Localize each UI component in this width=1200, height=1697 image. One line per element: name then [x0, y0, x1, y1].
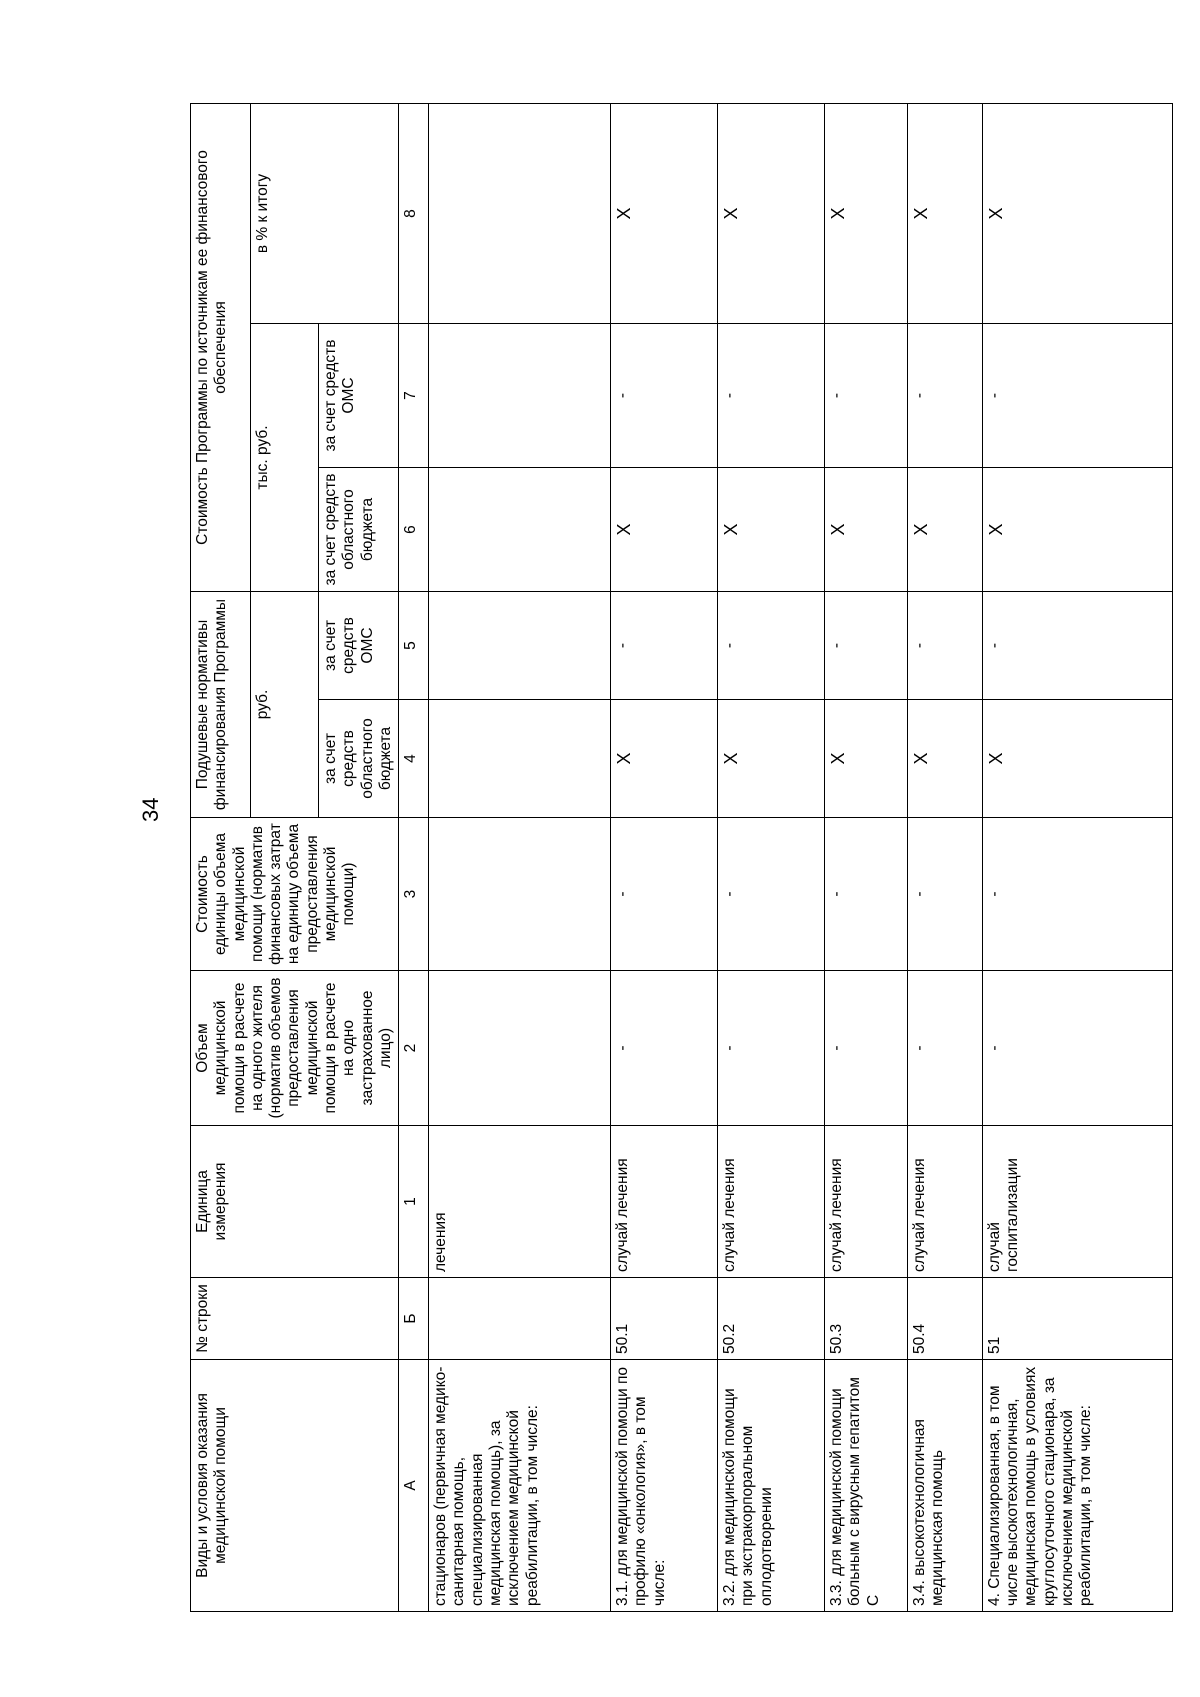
cell-col-8: X: [825, 104, 908, 324]
row-unit: случай лечения: [718, 1126, 825, 1278]
financing-table: [190, 103, 1173, 1612]
column-number: А: [399, 1360, 429, 1612]
cell-col-2: [429, 971, 611, 1126]
cell-col-4: X: [718, 700, 825, 818]
row-unit: случай лечения: [825, 1126, 908, 1278]
header-col-7: за счет средств ОМС: [318, 324, 398, 468]
cell-col-5: -: [982, 592, 1172, 700]
row-unit: случай госпитализации: [982, 1126, 1172, 1278]
header-group-cost: Стоимость Программы по источникам ее финансового обеспечения: [191, 104, 251, 592]
cell-col-6: X: [982, 468, 1172, 592]
cell-col-5: -: [611, 592, 718, 700]
cell-col-6: X: [825, 468, 908, 592]
cell-col-8: X: [611, 104, 718, 324]
page-number: 34: [138, 797, 163, 822]
cell-col-3: -: [825, 818, 908, 971]
cell-col-6: X: [718, 468, 825, 592]
row-unit: лечения: [429, 1126, 611, 1278]
cell-col-5: -: [825, 592, 908, 700]
cell-col-6: [429, 468, 611, 592]
column-number: 4: [399, 700, 429, 818]
cell-col-7: -: [982, 324, 1172, 468]
column-number: 1: [399, 1126, 429, 1278]
column-number: 3: [399, 818, 429, 971]
cell-col-4: X: [611, 700, 718, 818]
cell-col-4: X: [982, 700, 1172, 818]
cell-col-5: -: [907, 592, 982, 700]
header-unit-thous: тыс. руб.: [251, 324, 319, 592]
cell-col-7: [429, 324, 611, 468]
cell-col-4: X: [907, 700, 982, 818]
row-code: 50.1: [611, 1278, 718, 1360]
table-row: [611, 104, 718, 1612]
header-col-2: Объем медицинской помощи в расчете на одного жителя (норматив объемов предоставления медицинской помощи в расчете на одно застрахованное лицо): [191, 971, 399, 1126]
cell-col-6: X: [611, 468, 718, 592]
cell-col-8: X: [907, 104, 982, 324]
cell-col-7: -: [907, 324, 982, 468]
header-unit-rub: руб.: [251, 592, 319, 818]
cell-col-2: -: [982, 971, 1172, 1126]
row-code: 50.2: [718, 1278, 825, 1360]
cell-col-5: -: [718, 592, 825, 700]
column-number: Б: [399, 1278, 429, 1360]
cell-col-4: [429, 700, 611, 818]
column-number: 8: [399, 104, 429, 324]
cell-col-3: -: [982, 818, 1172, 971]
cell-col-8: X: [718, 104, 825, 324]
header-group-percapita: Подушевые нормативы финансирования Программы: [191, 592, 251, 818]
column-number: 5: [399, 592, 429, 700]
cell-col-2: -: [825, 971, 908, 1126]
row-code: [429, 1278, 611, 1360]
rotated-table-container: [190, 104, 1130, 1612]
cell-col-3: -: [611, 818, 718, 971]
header-col-1: Единица измерения: [191, 1126, 399, 1278]
row-code: 50.4: [907, 1278, 982, 1360]
header-col-b: № строки: [191, 1278, 399, 1360]
table-row: [982, 104, 1172, 1612]
column-number: 6: [399, 468, 429, 592]
column-number: 2: [399, 971, 429, 1126]
cell-col-2: -: [611, 971, 718, 1126]
cell-col-4: X: [825, 700, 908, 818]
cell-col-8: X: [982, 104, 1172, 324]
column-number: 7: [399, 324, 429, 468]
row-label: 4. Специализированная, в том числе высокотехнологичная, медицинская помощь в условиях круглосуточного стационара, за исключением медицинской реабилитации, в том числе:: [982, 1360, 1172, 1612]
row-label: 3.4. высокотехнологичная медицинская помощь: [907, 1360, 982, 1612]
row-unit: случай лечения: [907, 1126, 982, 1278]
cell-col-6: X: [907, 468, 982, 592]
cell-col-3: [429, 818, 611, 971]
table-row: [718, 104, 825, 1612]
header-col-a: Виды и условия оказания медицинской помощи: [191, 1360, 399, 1612]
cell-col-2: -: [718, 971, 825, 1126]
header-col-8: в % к итогу: [251, 104, 399, 324]
row-label: стационаров (первичная медико-санитарная помощь, специализированная медицинская помощь), за исключением медицинской реабилитации, в том числе:: [429, 1360, 611, 1612]
cell-col-7: -: [825, 324, 908, 468]
row-label: 3.2. для медицинской помощи при экстракорпоральном оплодотворении: [718, 1360, 825, 1612]
cell-col-5: [429, 592, 611, 700]
header-col-4: за счет средств областного бюджета: [318, 700, 398, 818]
row-code: 51: [982, 1278, 1172, 1360]
table-row: [429, 104, 611, 1612]
row-label: 3.3. для медицинской помощи больным с вирусным гепатитом С: [825, 1360, 908, 1612]
header-col-5: за счет средств ОМС: [318, 592, 398, 700]
row-code: 50.3: [825, 1278, 908, 1360]
header-col-6: за счет средств областного бюджета: [318, 468, 398, 592]
header-col-3: Стоимость единицы объема медицинской помощи (норматив финансовых затрат на единицу объема предоставления медицинской помощи): [191, 818, 399, 971]
cell-col-8: [429, 104, 611, 324]
table-row: [825, 104, 908, 1612]
table-row: [907, 104, 982, 1612]
row-unit: случай лечения: [611, 1126, 718, 1278]
cell-col-3: -: [718, 818, 825, 971]
cell-col-2: -: [907, 971, 982, 1126]
cell-col-3: -: [907, 818, 982, 971]
cell-col-7: -: [611, 324, 718, 468]
row-label: 3.1. для медицинской помощи по профилю «онкология», в том числе:: [611, 1360, 718, 1612]
cell-col-7: -: [718, 324, 825, 468]
